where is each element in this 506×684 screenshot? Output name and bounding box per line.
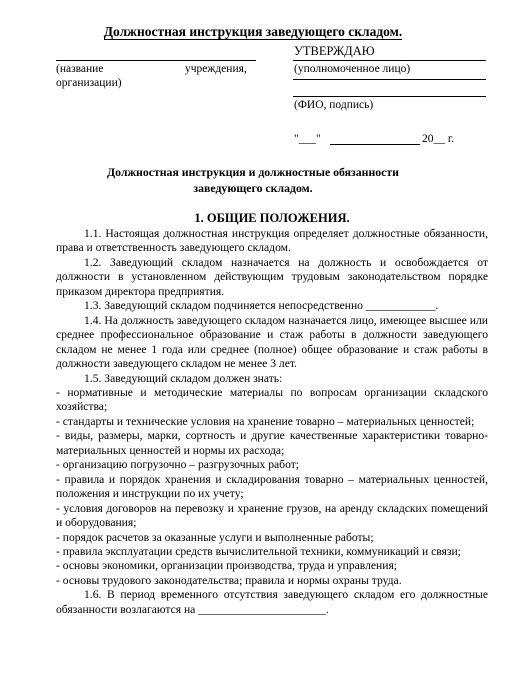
paragraph: - правила и порядок хранения и складирования товарно – материальных ценностей, положения и инструкции по их учету; xyxy=(56,472,488,501)
fio-caption: (ФИО, подпись) xyxy=(294,99,374,111)
document-title-text: Должностная инструкция заведующего складом. xyxy=(103,24,403,39)
paragraph: - организацию погрузочно – разгрузочных работ; xyxy=(56,458,300,472)
organization-caption-a: (название xyxy=(56,63,104,75)
paragraph: 1.1. Настоящая должностная инструкция определяет должностные обязанности, права и ответственность заведующего складом. xyxy=(56,227,488,255)
organization-line xyxy=(56,60,256,61)
paragraph: 1.6. В период временного отсутствия заведующего складом его должностные обязанности возлагаются на ______________________. xyxy=(56,588,488,616)
document-heading-line1: Должностная инструкция и должностные обязанности xyxy=(107,165,399,179)
paragraph: - основы экономики, организации производства, труда и управления; xyxy=(56,559,398,573)
approve-signature-line xyxy=(293,60,486,61)
document-heading-line2: заведующего складом. xyxy=(193,181,313,195)
date-year: 20__ г. xyxy=(422,133,455,145)
paragraph: 1.2. Заведующий складом назначается на должность и освобождается от должности в установленном действующим трудовым законодательством порядке приказом директора предприятия. xyxy=(56,255,488,298)
organization-caption-b: учреждения, xyxy=(185,63,247,75)
organization-caption-c: организации) xyxy=(56,77,122,89)
fio-line xyxy=(293,96,486,97)
paragraph: - стандарты и технические условия на хранение товарно – материальных ценностей; xyxy=(56,414,475,428)
paragraph: 1.4. На должность заведующего складом назначается лицо, имеющее высшее или среднее профессиональное образование и стаж работы в должности заведующего складом не менее 1 года или среднее (полное) общее образование и стаж работы в должности заведующего складом не менее 3 лет. xyxy=(56,313,488,371)
authorized-person-caption: (уполномоченное лицо) xyxy=(294,63,411,75)
date-day: "___" xyxy=(294,133,321,145)
paragraph: - виды, размеры, марки, сортность и другие качественные характеристики товарно-материальных ценностей и нормы их расхода; xyxy=(56,429,488,457)
paragraph: 1.3. Заведующий складом подчиняется непосредственно ____________. xyxy=(84,299,439,313)
document-body xyxy=(56,210,488,617)
section-title: 1. ОБЩИЕ ПОЛОЖЕНИЯ. xyxy=(194,211,350,225)
authorized-person-line xyxy=(293,79,486,80)
approve-label: УТВЕРЖДАЮ xyxy=(294,44,375,58)
paragraph: - правила эксплуатации средств вычислительной техники, коммуникаций и связи; xyxy=(56,544,461,558)
paragraph: - основы трудового законодательства; правила и нормы охраны труда. xyxy=(56,573,402,587)
paragraph: - условия договоров на перевозку и хранение грузов, на аренду складских помещений и оборудования; xyxy=(56,501,488,530)
paragraph: - нормативные и методические материалы по вопросам организации складского хозяйства; xyxy=(56,385,488,414)
paragraph: 1.5. Заведующий складом должен знать: xyxy=(84,371,283,385)
paragraph: - порядок расчетов за оказанные услуги и выполненные работы; xyxy=(56,530,374,544)
date-month-line xyxy=(330,144,420,145)
document-title xyxy=(0,24,506,40)
paragraph-list xyxy=(56,227,488,617)
